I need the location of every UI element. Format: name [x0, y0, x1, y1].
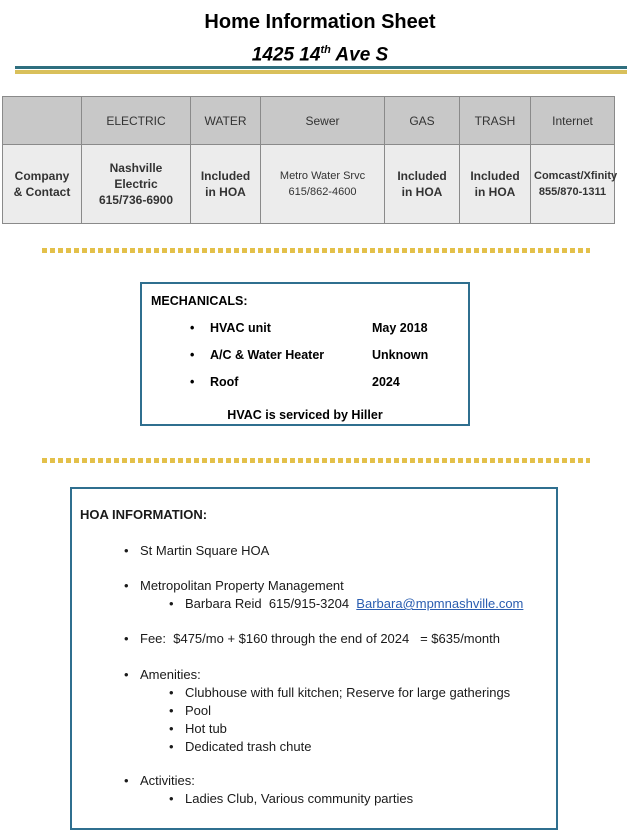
bullet: • — [124, 543, 129, 558]
cell-trash: Included in HOA — [460, 145, 531, 224]
hoa-contact: Barbara Reid 615/915-3204 Barbara@mpmnashville.com — [185, 596, 524, 611]
hoa-amenities-label: Amenities: — [140, 667, 201, 682]
hoa-email-link[interactable]: Barbara@mpmnashville.com — [356, 596, 524, 611]
bullet: • — [124, 578, 129, 593]
cell-gas: Included in HOA — [385, 145, 460, 224]
mech-label: Roof — [210, 375, 239, 389]
cell-internet: Comcast/Xfinity 855/870-1311 — [531, 145, 615, 224]
page-title: Home Information Sheet — [204, 11, 436, 33]
bullet: • — [169, 685, 174, 700]
hoa-fee: Fee: $475/mo + $160 through the end of 2024 = $635/month — [140, 631, 500, 646]
utilities-table — [2, 96, 618, 224]
col-electric: ELECTRIC — [82, 97, 191, 145]
bullet: • — [169, 739, 174, 754]
bullet: • — [190, 321, 195, 335]
utilities-contact-row — [3, 145, 615, 224]
col-trash: TRASH — [460, 97, 531, 145]
divider-dotted-1 — [42, 248, 590, 253]
bullet: • — [169, 791, 174, 806]
property-address — [0, 38, 640, 67]
mechanicals-heading: MECHANICALS: — [151, 294, 248, 308]
bullet: • — [169, 703, 174, 718]
header-rule-teal — [15, 66, 627, 69]
col-internet: Internet — [531, 97, 615, 145]
bullet: • — [169, 596, 174, 611]
col-gas: GAS — [385, 97, 460, 145]
mechanicals-footer: HVAC is serviced by Hiller — [227, 408, 383, 422]
mech-value: May 2018 — [372, 321, 428, 335]
col-sewer: Sewer — [261, 97, 385, 145]
mech-item-roof — [190, 375, 460, 393]
address-ordinal: th — [320, 44, 331, 56]
bullet: • — [124, 631, 129, 646]
address-number: 1425 14 — [251, 44, 321, 66]
bullet: • — [124, 667, 129, 682]
row-label: Company & Contact — [3, 145, 82, 224]
bullet: • — [190, 348, 195, 362]
mech-item-hvac — [190, 321, 460, 339]
corner-cell — [3, 97, 82, 145]
mech-label: HVAC unit — [210, 321, 271, 335]
address-street: Ave S — [330, 44, 389, 66]
cell-sewer: Metro Water Srvc 615/862-4600 — [261, 145, 385, 224]
bullet: • — [169, 721, 174, 736]
mechanicals-box — [140, 282, 470, 426]
hoa-name: St Martin Square HOA — [140, 543, 270, 558]
mech-item-ac — [190, 348, 460, 366]
hoa-activities-label: Activities: — [140, 773, 195, 788]
cell-water: Included in HOA — [191, 145, 261, 224]
bullet: • — [190, 375, 195, 389]
divider-dotted-2 — [42, 458, 590, 463]
col-water: WATER — [191, 97, 261, 145]
mech-value: Unknown — [372, 348, 429, 362]
hoa-management: Metropolitan Property Management — [140, 578, 344, 593]
bullet: • — [124, 773, 129, 788]
mech-value: 2024 — [372, 375, 400, 389]
header-rule-gold — [15, 70, 627, 74]
hoa-heading: HOA INFORMATION: — [80, 507, 208, 522]
mech-label: A/C & Water Heater — [210, 348, 325, 362]
cell-electric: Nashville Electric 615/736-6900 — [82, 145, 191, 224]
utilities-header-row — [3, 97, 615, 145]
hoa-box: HOA INFORMATION: • St Martin Square HOA • Metropolitan Property Management • Barbara Reid 615/915-3204 Barbara@mpmnashville.com • Fee: $475/mo + $160 through the end of 2024 = $635/month • Amenities: • Clubhouse with full kitchen; Reserve for large gatherings • Pool • Hot tub • Dedicated trash chute • Activities: • Ladies Club, Various community parties — [70, 487, 558, 830]
